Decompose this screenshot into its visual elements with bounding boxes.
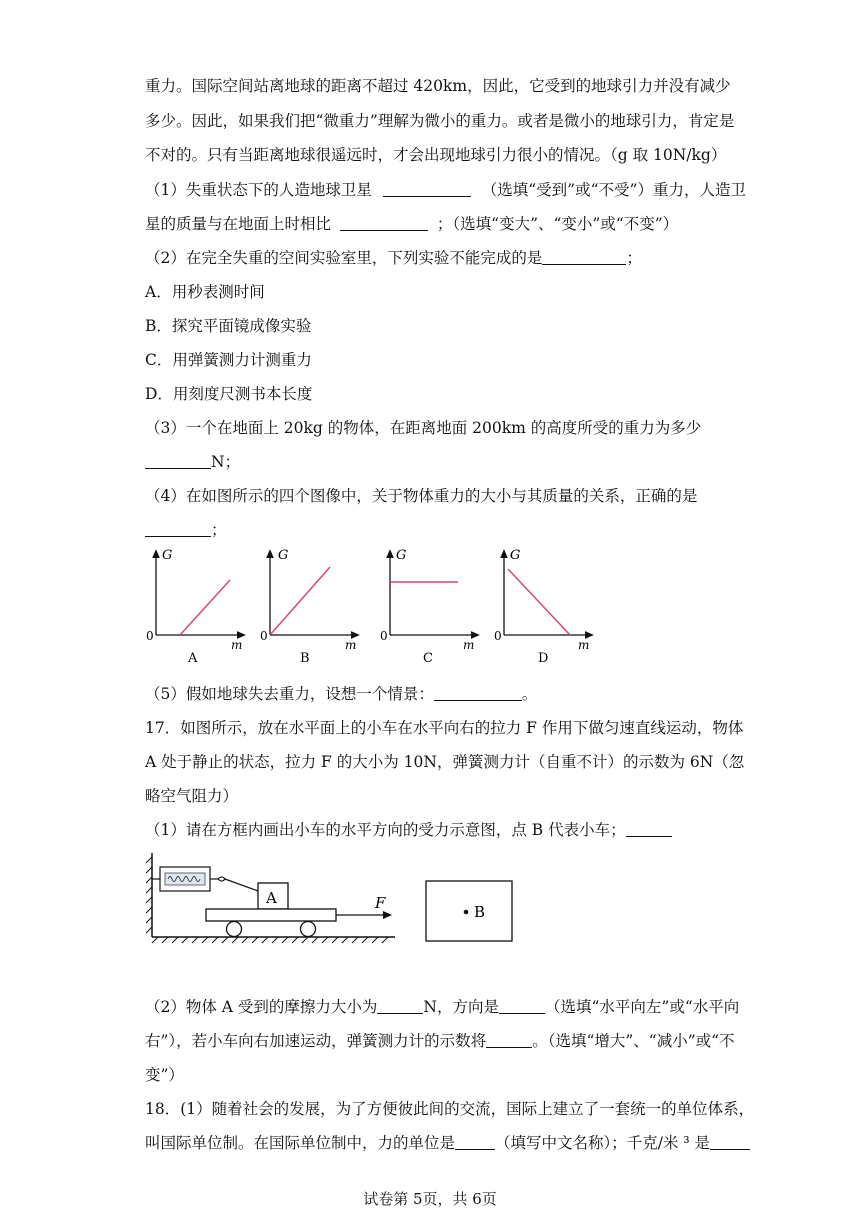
graph-d-y-label: G <box>510 548 521 563</box>
q1-text-c: 星的质量与在地面上时相比 <box>145 215 332 233</box>
force-f-label: F <box>375 894 386 912</box>
q5-text: （5）假如地球失去重力，设想一个情景： <box>145 685 434 703</box>
q2-option-a: A．用秒表测时间 <box>145 283 265 301</box>
answer-blank-10[interactable] <box>486 1032 532 1049</box>
graph-c-x-label: m <box>463 638 475 652</box>
q2-stem: （2）在完全失重的空间实验室里，下列实验不能完成的是 <box>145 249 543 267</box>
p18-text-b: （填写中文名称）；千克/米 ³ 是 <box>495 1134 711 1152</box>
graph-d-line <box>508 569 570 635</box>
graph-b-label: B <box>300 651 310 666</box>
p17-line-1: 17．如图所示，放在水平面上的小车在水平向右的拉力 F 作用下做匀速直线运动，物体 <box>145 719 744 737</box>
q4-line-1: （4）在如图所示的四个图像中，关于物体重力的大小与其质量的关系，正确的是 <box>145 487 698 505</box>
answer-blank-5[interactable] <box>145 521 211 538</box>
p17-line-2: A 处于静止的状态，拉力 F 的大小为 10N，弹簧测力计（自重不计）的示数为 6N（忽 <box>145 753 745 771</box>
q4-line-2 <box>145 518 227 540</box>
graph-b-line <box>270 567 330 635</box>
graph-a-x-label: m <box>231 638 243 652</box>
q2-option-c: C．用弹簧测力计测重力 <box>145 351 312 369</box>
graph-a-y-label: G <box>162 548 173 563</box>
text-line-1: 重力。国际空间站离地球的距离不超过 420km，因此，它受到的地球引力并没有减少 <box>145 77 731 95</box>
cart-figure <box>140 845 540 950</box>
graph-b <box>260 548 356 666</box>
graph-a-line <box>180 580 230 635</box>
text-line-3: 不对的。只有当距离地球很遥远时，才会出现地球引力很小的情况。（g 取 10N/kg） <box>145 146 727 164</box>
answer-box[interactable] <box>426 881 512 941</box>
q1-text-a: （1）失重状态下的人造地球卫星 <box>145 181 372 199</box>
answer-blank-7[interactable] <box>626 821 672 838</box>
ground-hatching <box>152 937 388 943</box>
block-a-label: A <box>266 889 277 907</box>
cart-wheel-right <box>301 922 316 937</box>
answer-blank-6[interactable] <box>434 685 522 702</box>
p17-q2-text-d: 右”），若小车向右加速运动，弹簧测力计的示数将 <box>145 1032 487 1050</box>
graph-d <box>494 548 590 666</box>
answer-blank-8[interactable] <box>377 998 423 1015</box>
page-footer: 试卷第 5页，共 6页 <box>363 1190 497 1208</box>
p17-line-3: 略空气阻力） <box>145 787 239 805</box>
q5-line <box>145 682 537 704</box>
p18-line-1: 18．(1）随着社会的发展，为了方便彼此间的交流，国际上建立了一套统一的单位体系， <box>145 1100 755 1118</box>
graph-c <box>380 548 476 666</box>
p17-q2-text-a: （2）物体 A 受到的摩擦力大小为 <box>145 998 378 1016</box>
graph-d-origin: 0 <box>494 629 502 643</box>
p17-q2-text-b: N，方向是 <box>423 998 499 1016</box>
p17-q2-text-c: （选填“水平向左”或“水平向 <box>545 998 740 1016</box>
q3-line-2 <box>145 450 240 472</box>
q1-text-b: （选填“受到”或“不受”）重力，人造卫 <box>481 181 746 199</box>
spring-scale <box>152 867 258 891</box>
answer-blank-3[interactable] <box>542 249 626 266</box>
wall-hatching <box>146 857 152 933</box>
answer-blank-2[interactable] <box>340 215 428 232</box>
q1-text-d: ；（选填“变大”、“变小”或“不变”） <box>436 215 679 233</box>
p17-q2-line-1 <box>145 995 739 1017</box>
answer-blank-9[interactable] <box>499 998 545 1015</box>
p17-q1-line <box>145 818 672 840</box>
point-b-label: B <box>474 903 486 921</box>
graph-c-y-label: G <box>396 548 407 563</box>
q3-unit: N； <box>211 453 241 471</box>
p18-text-a: 叫国际单位制。在国际单位制中，力的单位是 <box>145 1134 456 1152</box>
graph-d-label: D <box>538 651 549 666</box>
q2-stem-line <box>145 246 642 268</box>
point-b <box>464 910 469 915</box>
p17-q2-text-e: 。（选填“增大”、“减小”或“不 <box>532 1032 735 1050</box>
answer-blank-11[interactable] <box>455 1134 495 1151</box>
cart-wheel-left <box>227 922 242 937</box>
graph-b-y-label: G <box>278 548 289 563</box>
graph-a-origin: 0 <box>146 629 154 643</box>
q2-option-d: D．用刻度尺测书本长度 <box>145 385 313 403</box>
q2-option-b: B．探究平面镜成像实验 <box>145 317 312 335</box>
q1-line-1 <box>145 178 746 200</box>
q4-end: ； <box>211 521 227 539</box>
graph-b-origin: 0 <box>260 629 268 643</box>
g-m-graphs <box>138 545 618 670</box>
graph-b-x-label: m <box>345 638 357 652</box>
q3-line-1: （3）一个在地面上 20kg 的物体，在距离地面 200km 的高度所受的重力为多少 <box>145 419 702 437</box>
graph-a-label: A <box>188 651 198 666</box>
answer-blank-1[interactable] <box>383 181 471 198</box>
graph-a <box>146 548 242 666</box>
p17-q2-line-3: 变”） <box>145 1066 184 1084</box>
q1-line-2 <box>145 212 678 234</box>
graph-d-x-label: m <box>578 638 590 652</box>
p17-q1-text: （1）请在方框内画出小车的水平方向的受力示意图，点 B 代表小车； <box>145 821 626 839</box>
answer-blank-12[interactable] <box>710 1134 750 1151</box>
q2-stem-end: ； <box>626 249 642 267</box>
text-line-2: 多少。因此，如果我们把“微重力”理解为微小的重力。或者是微小的地球引力，肯定是 <box>145 112 735 130</box>
answer-blank-4[interactable] <box>145 453 211 470</box>
q5-end: 。 <box>521 685 538 703</box>
p18-line-2 <box>145 1131 750 1153</box>
graph-c-origin: 0 <box>380 629 388 643</box>
cart-body <box>206 909 336 921</box>
p17-q2-line-2 <box>145 1029 735 1051</box>
graph-c-label: C <box>423 651 433 666</box>
